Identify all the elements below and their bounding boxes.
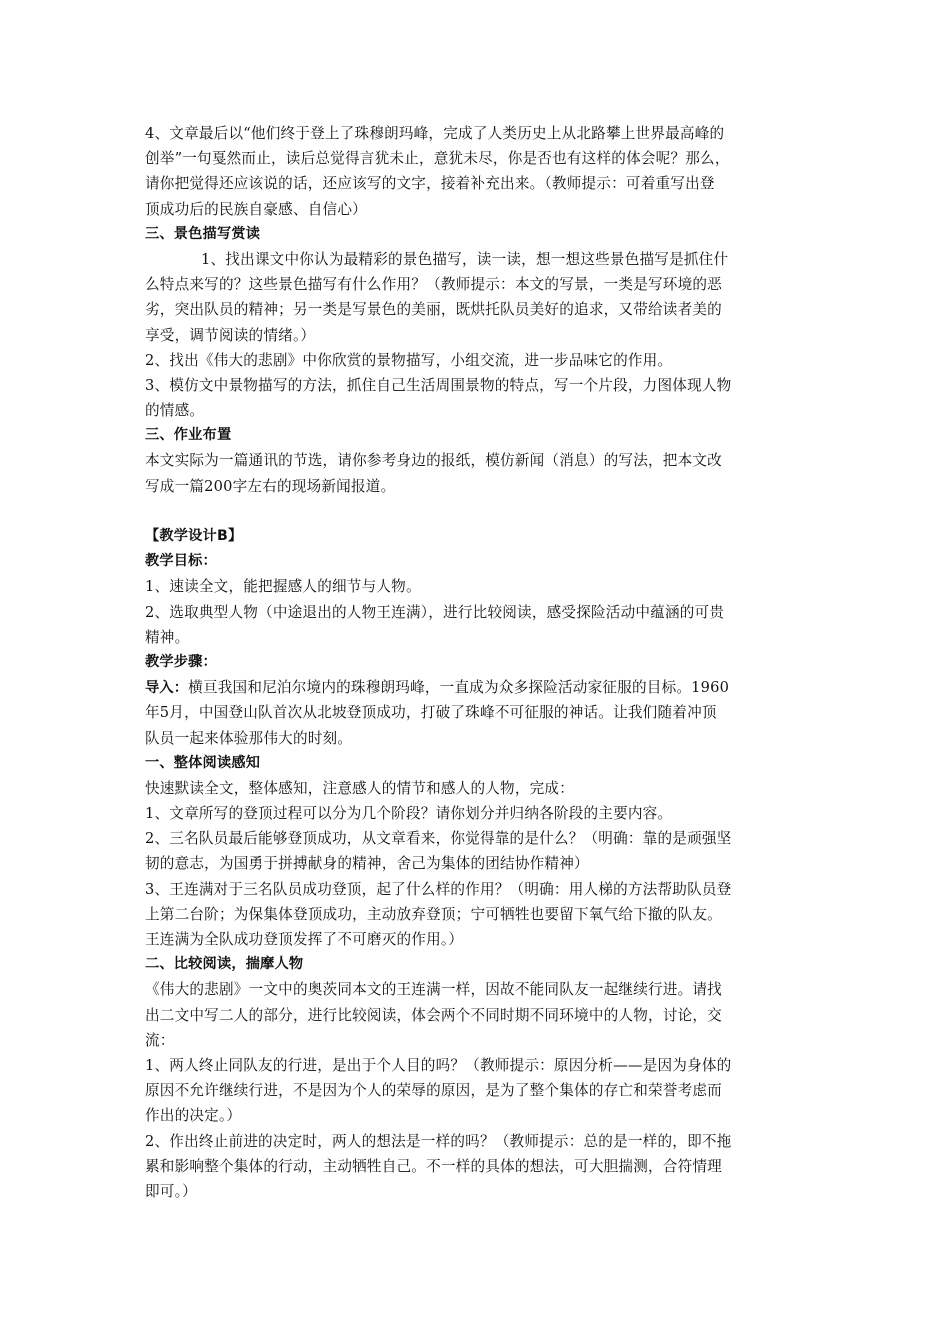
intro-text: 横亘我国和尼泊尔境内的珠穆朗玛峰，一直成为众多探险活动家征服的目标。1960 xyxy=(188,679,730,697)
section-heading-overall-reading: 一、整体阅读感知 xyxy=(145,754,261,771)
paragraph-line: 上第二台阶；为保集体登顶成功，主动放弃登顶；宁可牺牲也要留下氧气给下撤的队友。 xyxy=(145,905,722,923)
homework-paragraph xyxy=(145,448,810,498)
paragraph-line: 4、文章最后以“他们终于登上了珠穆朗玛峰，完成了人类历史上从北路攀上世界最高峰的 xyxy=(145,125,725,142)
paragraph-line xyxy=(145,675,810,700)
paragraph-line: 劣，突出队员的精神；另一类是写景色的美丽，既烘托队员美好的追求，又带给读者美的 xyxy=(145,301,722,319)
paragraph-line: 精神。 xyxy=(145,628,190,646)
paragraph-line: 韧的意志，为国勇于拼搏献身的精神，舍己为集体的团结协作精神） xyxy=(145,855,589,873)
spacer xyxy=(145,499,810,524)
question-3 xyxy=(145,877,810,953)
paragraph-line: 本文实际为一篇通讯的节选，请你参考身边的报纸，模仿新闻（消息）的写法，把本文改 xyxy=(145,452,722,470)
paragraph-line: 流： xyxy=(145,1031,175,1049)
comparison-question-1 xyxy=(145,1053,810,1129)
paragraph-line: 2、作出终止前进的决定时，两人的想法是一样的吗？（教师提示：总的是一样的，即不拖 xyxy=(145,1132,732,1150)
goal-2 xyxy=(145,600,810,650)
paragraph-line: 创举”一句戛然而止，读后总觉得言犹未止，意犹未尽，你是否也有这样的体会呢？那么， xyxy=(145,150,730,168)
scenery-item-2: 2、找出《伟大的悲剧》中你欣赏的景物描写，小组交流，进一步品味它的作用。 xyxy=(145,351,673,369)
comparison-question-2 xyxy=(145,1129,810,1205)
paragraph-line: 年5月，中国登山队首次从北坡登顶成功，打破了珠峰不可征服的神话。让我们随着冲顶 xyxy=(145,704,717,722)
section-heading-scenery: 三、景色描写赏读 xyxy=(145,225,261,242)
section-heading-comparison: 二、比较阅读，揣摩人物 xyxy=(145,956,304,973)
question-1: 1、文章所写的登顶过程可以分为几个阶段？请你划分并归纳各阶段的主要内容。 xyxy=(145,805,673,823)
comparison-lead xyxy=(145,977,810,1053)
paragraph-line: 累和影响整个集体的行动，主动牺牲自己。不一样的具体的想法，可大胆揣测，合符情理 xyxy=(145,1157,722,1175)
paragraph-line: 2、三名队员最后能够登顶成功，从文章看来，你觉得靠的是什么？（明确：靠的是顽强坚 xyxy=(145,830,732,848)
paragraph-line: 原因不允许继续行进，不是因为个人的荣辱的原因，是为了整个集体的存亡和荣誉考虑而 xyxy=(145,1082,722,1100)
paragraph-line: 出二文中写二人的部分，进行比较阅读，体会两个不同时期不同环境中的人物，讨论，交 xyxy=(145,1006,722,1024)
paragraph-line: 享受，调节阅读的情绪。） xyxy=(145,326,316,344)
paragraph-line: 队员一起来体验那伟大的时刻。 xyxy=(145,729,353,747)
paragraph-line: 王连满为全队成功登顶发挥了不可磨灭的作用。） xyxy=(145,931,464,948)
document-page xyxy=(145,121,810,1204)
scenery-item-1 xyxy=(145,247,810,348)
design-b-title: 【教学设计B】 xyxy=(145,528,243,544)
paragraph-line: 1、找出课文中你认为最精彩的景色描写，读一读，想一想这些景色描写是抓住什 xyxy=(201,250,729,268)
paragraph-line: 顶成功后的民族自豪感、自信心） xyxy=(145,200,367,218)
goals-heading: 教学目标： xyxy=(145,553,217,570)
paragraph-line: 请你把觉得还应该说的话，还应该写的文字，接着补充出来。（教师提示：可着重写出登 xyxy=(145,175,715,193)
section-heading-homework: 三、作业布置 xyxy=(145,427,232,444)
steps-heading: 教学步骤： xyxy=(145,653,217,670)
paragraph-line: 《伟大的悲剧》一文中的奥茨同本文的王连满一样，因故不能同队友一起继续行进。请找 xyxy=(145,981,722,999)
intro-label: 导入： xyxy=(145,680,189,697)
question-2 xyxy=(145,826,810,876)
item-4-paragraph xyxy=(145,121,810,222)
paragraph-line: 3、王连满对于三名队员成功登顶，起了什么样的作用？（明确：用人梯的方法帮助队员登 xyxy=(145,880,732,898)
paragraph-line: 2、选取典型人物（中途退出的人物王连满），进行比较阅读，感受探险活动中蕴涵的可贵 xyxy=(145,603,725,621)
paragraph-line: 即可。） xyxy=(145,1182,197,1200)
paragraph-line: 写成一篇200字左右的现场新闻报道。 xyxy=(145,477,396,495)
scenery-item-3 xyxy=(145,373,810,423)
paragraph-line: 3、模仿文中景物描写的方法，抓住自己生活周围景物的特点，写一个片段，力图体现人物 xyxy=(145,376,732,394)
goal-1: 1、速读全文，能把握感人的细节与人物。 xyxy=(145,578,421,596)
overall-reading-lead: 快速默读全文，整体感知，注意感人的情节和感人的人物，完成： xyxy=(145,779,575,797)
paragraph-line: 1、两人终止同队友的行进，是出于个人目的吗？（教师提示：原因分析——是因为身体的 xyxy=(145,1056,732,1074)
paragraph-line: 作出的决定。） xyxy=(145,1107,242,1125)
intro-paragraph xyxy=(145,675,810,751)
paragraph-line: 么特点来写的？这些景色描写有什么作用？（教师提示：本文的写景，一类是写环境的恶 xyxy=(145,276,722,294)
paragraph-line: 的情感。 xyxy=(145,402,205,420)
